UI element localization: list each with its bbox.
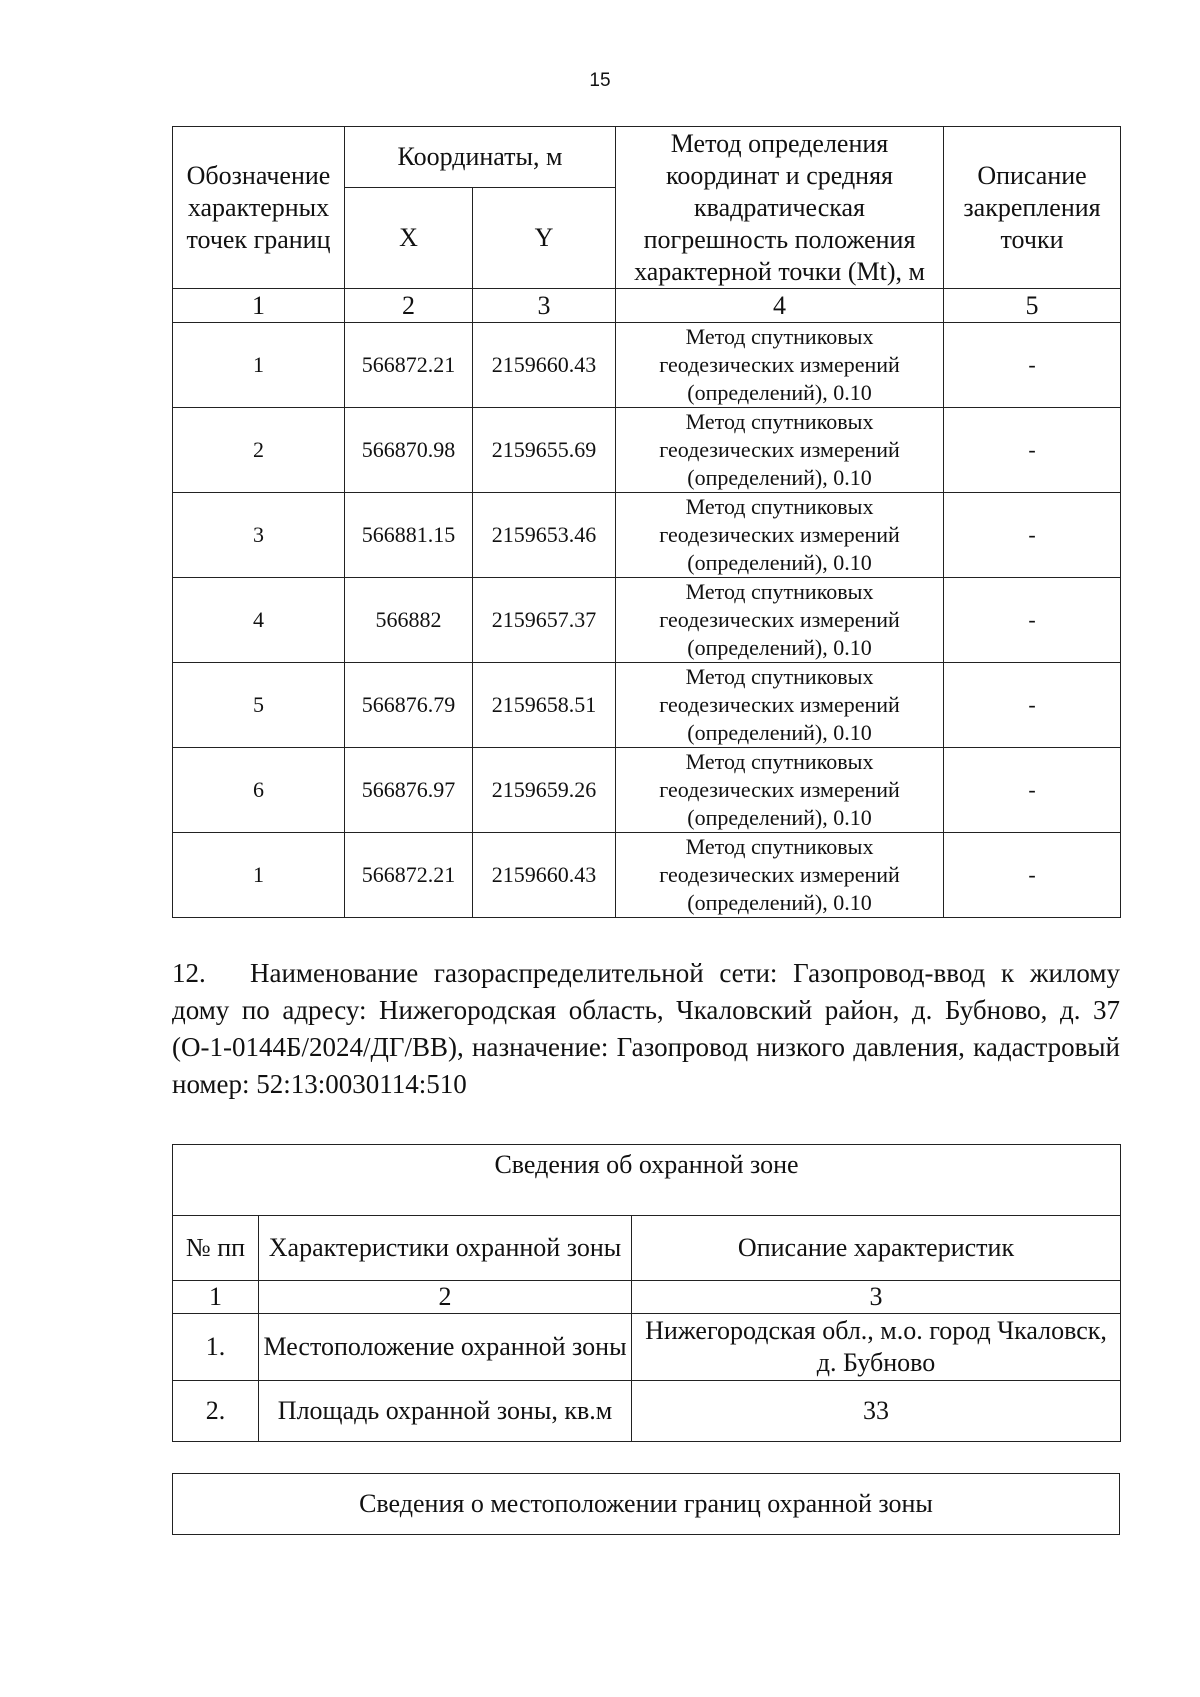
column-number: 5 [944,289,1121,323]
method-value: Метод спутниковых геодезических измерений (определений), 0.10 [616,833,944,918]
protection-zone-table [172,1144,1121,1442]
description-value: - [944,748,1121,833]
table-row [173,408,1121,493]
row-number: 1. [173,1314,259,1381]
header-coordinates: Координаты, м [345,127,616,188]
column-number: 2 [345,289,473,323]
boundaries-section-title: Сведения о местоположении границ охранной зоны [172,1473,1120,1535]
method-value: Метод спутниковых геодезических измерений (определений), 0.10 [616,578,944,663]
zone-table-title: Сведения об охранной зоне [173,1145,1121,1216]
description-value: - [944,323,1121,408]
table-row [173,1314,1121,1381]
x-value: 566881.15 [345,493,473,578]
method-value: Метод спутниковых геодезических измерений (определений), 0.10 [616,663,944,748]
x-value: 566876.79 [345,663,473,748]
paragraph-number: 12. [172,958,206,988]
point-number: 1 [173,833,345,918]
characteristic: Площадь охранной зоны, кв.м [259,1381,632,1442]
point-number: 6 [173,748,345,833]
table-row [173,833,1121,918]
y-value: 2159660.43 [473,323,616,408]
x-value: 566872.21 [345,833,473,918]
y-value: 2159659.26 [473,748,616,833]
header-designation: Обозначение характерных точек границ [173,127,345,289]
column-number: 1 [173,289,345,323]
x-value: 566876.97 [345,748,473,833]
paragraph-text: Наименование газораспределительной сети: Газопровод-ввод к жилому дому по адресу: Нижегородская область, Чкаловский район, д. Бубново, д. 37 (О-1-0144Б/2024/ДГ/ВВ), назначение: Газопровод низкого давления, кадастровый номер: 52:13:0030114:510 [172,958,1120,1099]
x-value: 566882 [345,578,473,663]
method-value: Метод спутниковых геодезических измерений (определений), 0.10 [616,748,944,833]
point-number: 3 [173,493,345,578]
characteristic-description: 33 [632,1381,1121,1442]
characteristic-description: Нижегородская обл., м.о. город Чкаловск, д. Бубново [632,1314,1121,1381]
table-row [173,748,1121,833]
y-value: 2159657.37 [473,578,616,663]
network-paragraph [172,955,1120,1103]
header-characteristics: Характеристики охранной зоны [259,1216,632,1281]
y-value: 2159655.69 [473,408,616,493]
method-value: Метод спутниковых геодезических измерений (определений), 0.10 [616,493,944,578]
method-value: Метод спутниковых геодезических измерений (определений), 0.10 [616,323,944,408]
table-row [173,323,1121,408]
x-value: 566870.98 [345,408,473,493]
method-value: Метод спутниковых геодезических измерений (определений), 0.10 [616,408,944,493]
table-row [173,493,1121,578]
point-number: 2 [173,408,345,493]
column-number: 2 [259,1281,632,1314]
header-description: Описание закрепления точки [944,127,1121,289]
column-number: 3 [473,289,616,323]
column-number: 1 [173,1281,259,1314]
point-number: 4 [173,578,345,663]
description-value: - [944,408,1121,493]
y-value: 2159660.43 [473,833,616,918]
header-num: № пп [173,1216,259,1281]
description-value: - [944,833,1121,918]
y-value: 2159653.46 [473,493,616,578]
table-row [173,1381,1121,1442]
column-number: 3 [632,1281,1121,1314]
description-value: - [944,493,1121,578]
point-number: 1 [173,323,345,408]
x-value: 566872.21 [345,323,473,408]
table-row [173,663,1121,748]
description-value: - [944,663,1121,748]
row-number: 2. [173,1381,259,1442]
y-value: 2159658.51 [473,663,616,748]
column-number: 4 [616,289,944,323]
description-value: - [944,578,1121,663]
header-x: X [345,188,473,289]
header-description: Описание характеристик [632,1216,1121,1281]
page-number: 15 [589,70,611,91]
coordinates-table [172,126,1121,918]
characteristic: Местоположение охранной зоны [259,1314,632,1381]
header-method: Метод определения координат и средняя квадратическая погрешность положения характерной точки (Mt), м [616,127,944,289]
header-y: Y [473,188,616,289]
point-number: 5 [173,663,345,748]
table-row [173,578,1121,663]
